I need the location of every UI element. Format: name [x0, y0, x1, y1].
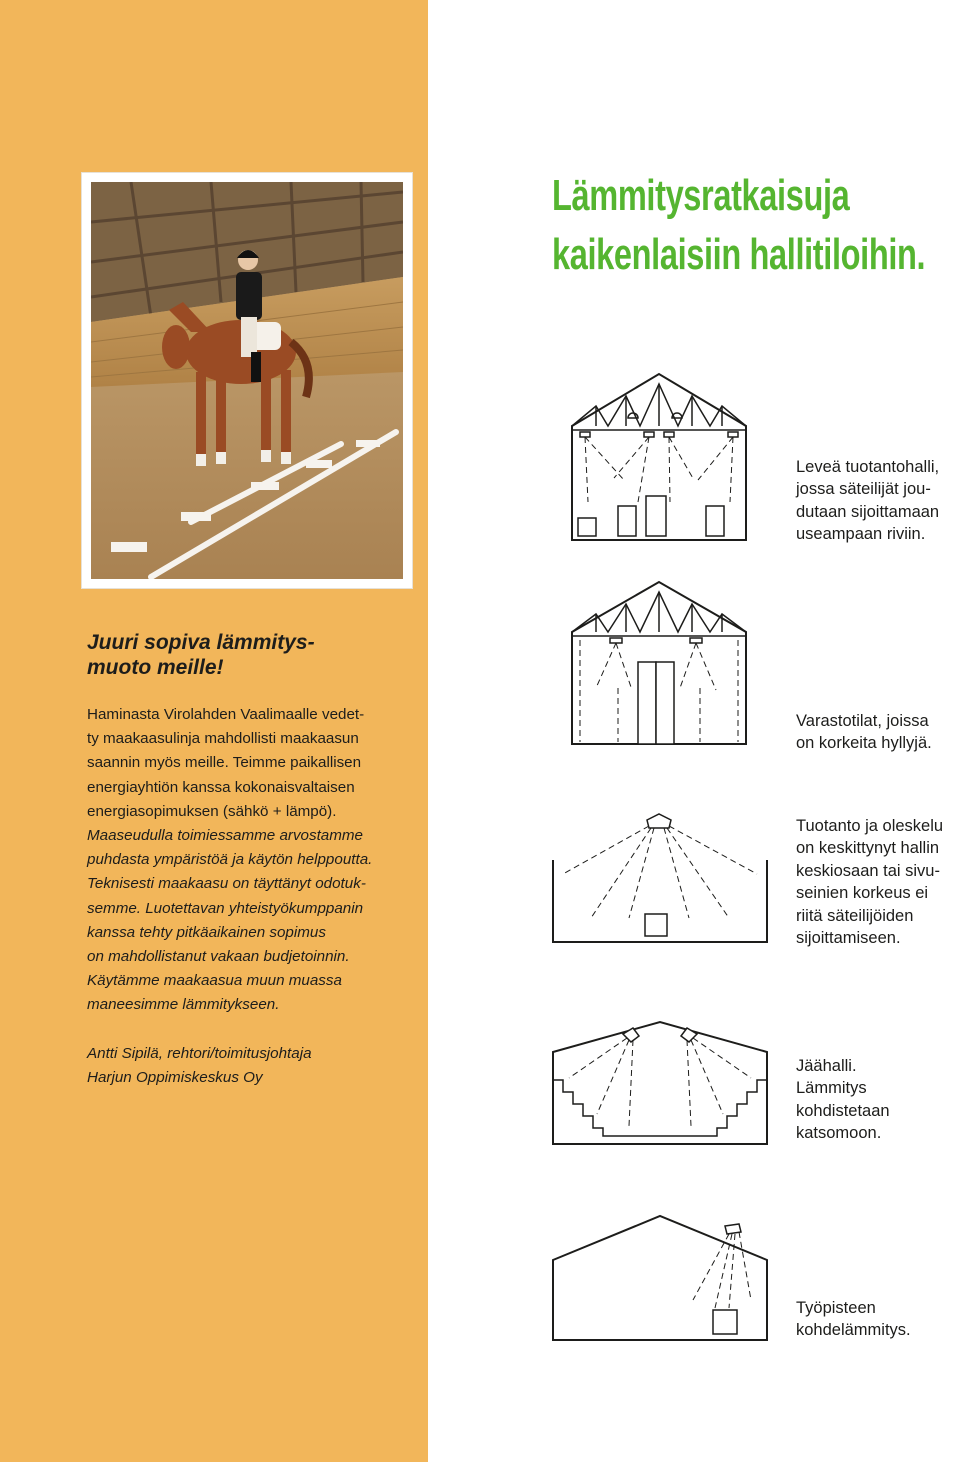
- testimonial-line: energiasopimuksen (sähkö + lämpö).: [87, 802, 337, 820]
- caption-line: useampaan riviin.: [796, 525, 926, 544]
- title-line-2: kaikenlaisiin hallitiloihin.: [552, 230, 926, 279]
- testimonial-line: on mahdollistanut vakaan budjetoinnin.: [87, 948, 350, 966]
- testimonial-line: Maaseudulla toimiessamme arvostamme: [87, 827, 364, 845]
- testimonial-line: Käytämme maakaasua muun muassa: [87, 972, 342, 990]
- title-line-1: Lämmitysratkaisuja: [552, 171, 850, 220]
- testimonial-line: kanssa tehty pitkäaikainen sopimus: [87, 923, 326, 941]
- caption-line: kohdistetaan: [796, 1101, 890, 1120]
- caption-line: Tuotanto ja oleskelu: [796, 817, 944, 835]
- caption-line: Varastotilat, joissa: [796, 712, 929, 730]
- signature-name: Antti Sipilä, rehtori/toimitusjohtaja: [87, 1045, 312, 1062]
- caption-line: Leveä tuotantohalli,: [796, 458, 940, 476]
- caption-line: kohdelämmitys.: [796, 1321, 911, 1340]
- signature-company: Harjun Oppimiskeskus Oy: [87, 1069, 263, 1086]
- caption-line: Työpisteen: [796, 1299, 876, 1317]
- ice-hall-stands-icon: [549, 1018, 771, 1148]
- caption-wide-production-hall: [796, 456, 939, 546]
- caption-workstation: [796, 1297, 911, 1342]
- testimonial-line: Teknisesti maakaasu on täyttänyt odotuk-: [87, 875, 366, 893]
- testimonial-line: maneesimme lämmitykseen.: [87, 996, 280, 1014]
- caption-line: jossa säteilijät jou-: [796, 480, 931, 499]
- caption-line: dutaan sijoittamaan: [796, 502, 940, 521]
- caption-line: riitä säteilijöiden: [796, 906, 914, 925]
- caption-line: Lämmitys: [796, 1079, 867, 1098]
- testimonial-signature: [87, 1042, 312, 1090]
- photo-frame: [82, 173, 412, 588]
- wide-production-hall-icon: [566, 370, 752, 544]
- caption-warehouse: [796, 710, 932, 755]
- sidebar-panel: [0, 0, 428, 1462]
- testimonial-line: energiayhtiön kanssa kokonaisvaltaisen: [87, 778, 355, 796]
- caption-line: on keskittynyt hallin: [796, 839, 940, 858]
- caption-line: on korkeita hyllyjä.: [796, 734, 932, 753]
- testimonial-line: saannin myös meille. Teimme paikallisen: [87, 754, 362, 772]
- testimonial-heading: Juuri sopiva lämmitys- muoto meille!: [87, 631, 315, 679]
- horse-rider-photo: [91, 182, 403, 579]
- caption-line: sijoittamiseen.: [796, 929, 901, 948]
- caption-production-center: [796, 815, 943, 949]
- testimonial-line: ty maakaasulinja mahdollisti maakaasun: [87, 730, 359, 748]
- warehouse-shelves-icon: [566, 578, 752, 748]
- caption-line: Jäähalli.: [796, 1057, 857, 1075]
- workstation-heating-icon: [549, 1212, 771, 1344]
- testimonial-body: [87, 703, 407, 1018]
- caption-line: seinien korkeus ei: [796, 884, 929, 903]
- caption-line: keskiosaan tai sivu-: [796, 861, 940, 880]
- page-title: [552, 166, 925, 284]
- testimonial-line: semme. Luotettavan yhteistyökumppanin: [87, 899, 364, 917]
- caption-ice-hall: [796, 1055, 890, 1145]
- caption-line: katsomoon.: [796, 1124, 882, 1143]
- testimonial-line: Haminasta Virolahden Vaalimaalle vedet-: [87, 706, 365, 723]
- testimonial-line: puhdasta ympäristöä ja käytön helppoutta.: [87, 851, 373, 869]
- production-center-icon: [549, 808, 771, 946]
